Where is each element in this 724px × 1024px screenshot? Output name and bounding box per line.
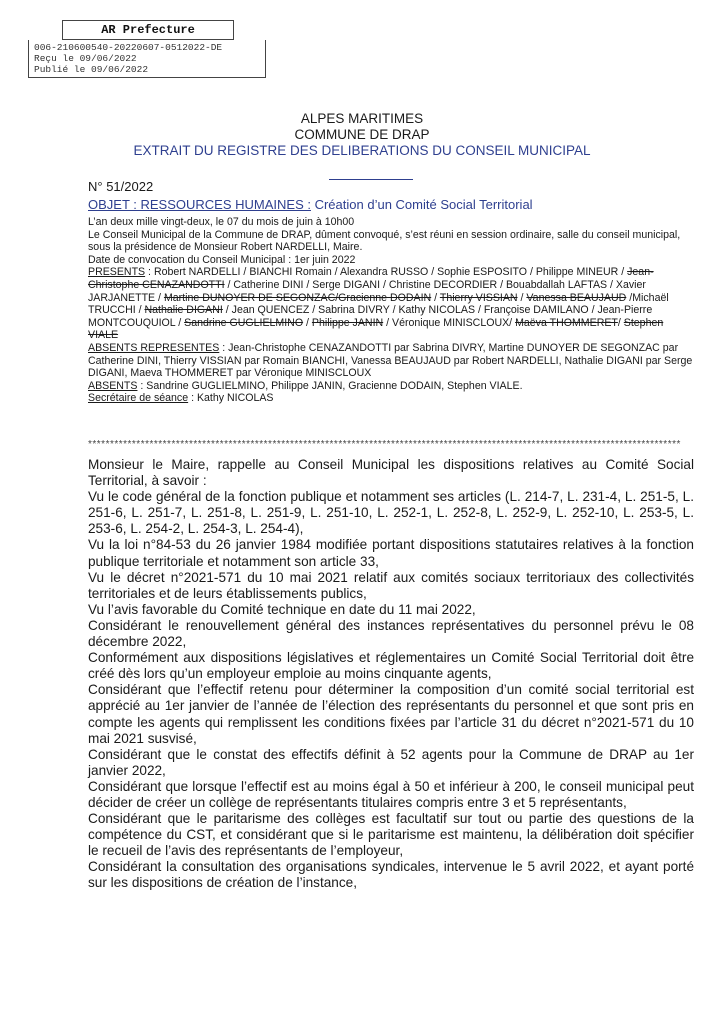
commune-name: COMMUNE DE DRAP: [294, 127, 430, 142]
presents-list: [88, 266, 694, 342]
deliberation-body: [88, 457, 694, 892]
body-paragraph: Vu la loi n°84-53 du 26 janvier 1984 modifiée portant dispositions statutaires relatives à la fonction publique territoriale et notamment son article 33,: [88, 537, 694, 569]
register-title: EXTRAIT DU REGISTRE DES DELIBERATIONS DU CONSEIL MUNICIPAL: [133, 143, 591, 158]
presents-name-struck: Maëva THOMMERET: [515, 316, 618, 329]
absents-represented-list: [88, 342, 694, 380]
convocation-date: Date de convocation du Conseil Municipal : 1er juin 2022: [88, 253, 356, 266]
deliberation-subject: [88, 197, 694, 212]
presents-name-segment: / Catherine DINI / Serge DIGANI / Christine DECORDIER / Bouabdallah LAFTAS / Xavier JARJANETTE /: [88, 278, 646, 304]
absents-text: : Sandrine GUGLIELMINO, Philippe JANIN, Gracienne DODAIN, Stephen VIALE.: [137, 379, 523, 392]
session-details: [88, 216, 694, 405]
session-date: L’an deux mille vingt-deux, le 07 du mois de juin à 10h00: [88, 216, 355, 228]
presents-label: PRESENTS: [88, 266, 146, 279]
stamp-body: [28, 40, 266, 78]
absents-represented-text: : Jean-Christophe CENAZANDOTTI par Sabrina DIVRY, Martine DUNOYER DE SEGONZAC par Catherine DINI, Thierry VISSIAN par Romain BIANCHI, Vanessa BEAUJAUD par Robert NARDELLI, Nathalie DIGANI par Serge DIGANI, Maeva THOMMERET par Véronique MINISCLOUX: [88, 341, 693, 380]
body-paragraph: Vu l’avis favorable du Comité technique en date du 11 mai 2022,: [88, 601, 476, 617]
presents-name-struck: Martine DUNOYER DE SEGONZAC/Gracienne DODAIN: [163, 291, 432, 304]
body-paragraph: Vu le décret n°2021-571 du 10 mai 2021 relatif aux comités sociaux territoriaux des collectivités territoriales et de leurs établissements publics,: [88, 569, 694, 601]
presents-name-segment: /Michaël TRUCCHI /: [88, 291, 669, 317]
secretary-name: : Kathy NICOLAS: [188, 392, 274, 405]
presents-name-segment: / Jean QUENCEZ / Sabrina DIVRY / Kathy NICOLAS / Françoise DAMILANO / Jean-Pierre MONTCOUQUIOL /: [88, 304, 653, 329]
deliberation-number: N° 51/2022: [88, 179, 154, 194]
presents-names: [88, 266, 669, 341]
absents-list: [88, 380, 694, 393]
presents-name-segment: / Véronique MINISCLOUX/: [383, 316, 516, 329]
presents-name-struck: Thierry VISSIAN: [439, 291, 518, 304]
session-convocation-text: Le Conseil Municipal de la Commune de DRAP, dûment convoqué, s’est réuni en session ordinaire, salle du conseil municipal, sous la présidence de Monsieur Robert NARDELLI, Maire.: [88, 228, 681, 254]
presents-name-struck: Philippe JANIN: [311, 316, 384, 329]
presents-name-struck: Stephen VIALE: [88, 316, 664, 342]
presents-name-segment: /: [303, 316, 312, 329]
department-name: ALPES MARITIMES: [300, 111, 424, 126]
body-paragraph: Conformément aux dispositions législatives et réglementaires un Comité Social Territorial doit être créé dès lors qu’un employeur emploie au moins cinquante agents,: [88, 650, 694, 682]
presents-name-struck: Jean-Christophe CENAZANDOTTI: [88, 266, 654, 291]
subject-label: OBJET : RESSOURCES HUMAINES :: [88, 197, 311, 212]
body-paragraph: Vu le code général de la fonction publique et notamment ses articles (L. 214-7, L. 231-4, L. 251-5, L. 251-6, L. 251-7, L. 251-8, L. 251-9, L. 251-10, L. 252-1, L. 252-8, L. 252-9, L. 252-10, L. 253-5, L. 253-6, L. 254-2, L. 254-3, L. 254-4),: [88, 489, 694, 537]
body-paragraph: Considérant que le constat des effectifs définit à 52 agents pour la Commune de DRAP au 1er janvier 2022,: [88, 746, 694, 778]
body-paragraph: Considérant que le paritarisme des collèges est facultatif sur tout ou partie des questions de la compétence du CST, et considérant que si le paritarisme est maintenu, la délibération doit spécifier le recueil de l’avis des représentants de l’employeur,: [88, 811, 694, 859]
body-paragraph: Considérant le renouvellement général des instances représentatives du personnel prévu le 08 décembre 2022,: [88, 617, 694, 650]
stamp-published-date: Publié le 09/06/2022: [34, 64, 149, 75]
body-paragraph: Monsieur le Maire, rappelle au Conseil Municipal les dispositions relatives au Comité Social Territorial, à savoir :: [88, 457, 694, 489]
presents-name-segment: /: [517, 291, 527, 304]
stamp-received-date: Reçu le 09/06/2022: [34, 53, 137, 64]
presents-name-segment: /: [431, 291, 440, 304]
stamp-title: AR Prefecture: [62, 20, 234, 40]
section-separator: ***************************************************************************************************************************************: [88, 439, 681, 450]
absents-label: ABSENTS: [88, 379, 138, 392]
stamp-reference: 006-210600540-20220607-0512022-DE: [34, 42, 223, 53]
presents-name-segment: /: [617, 316, 624, 329]
presents-name-struck: Nathalie DIGANI: [144, 304, 223, 317]
absents-represented-label: ABSENTS REPRESENTES: [88, 341, 220, 354]
presents-name-struck: Sandrine GUGLIELMINO: [184, 316, 304, 329]
body-paragraph: Considérant que lorsque l’effectif est au moins égal à 50 et inférieur à 200, le conseil municipal peut décider de créer un collège de représentants titulaires compris entre 3 et 5 représentants,: [88, 778, 694, 810]
body-paragraph: Considérant que l’effectif retenu pour déterminer la composition d’un comité social territorial est apprécié au 1er janvier de l’année de l’élection des représentants du personnel et que sont pris en compte les agents qui remplissent les conditions fixées par l’article 31 du décret n°2021-571 du 10 mai 2021 susvisé,: [88, 682, 694, 746]
subject-text: Création d’un Comité Social Territorial: [314, 197, 533, 212]
ar-prefecture-stamp: [28, 20, 266, 78]
secretary-line: [88, 392, 694, 405]
secretary-label: Secrétaire de séance: [88, 392, 189, 405]
document-header: [0, 111, 724, 159]
presents-name-segment: : Robert NARDELLI / BIANCHI Romain / Alexandra RUSSO / Sophie ESPOSITO / Philippe MINEUR /: [145, 266, 628, 279]
presents-name-struck: Vanessa BEAUJAUD: [526, 291, 627, 304]
body-paragraph: Considérant la consultation des organisations syndicales, intervenue le 5 avril 2022, et ayant porté sur les dispositions de création de l’instance,: [88, 859, 694, 891]
